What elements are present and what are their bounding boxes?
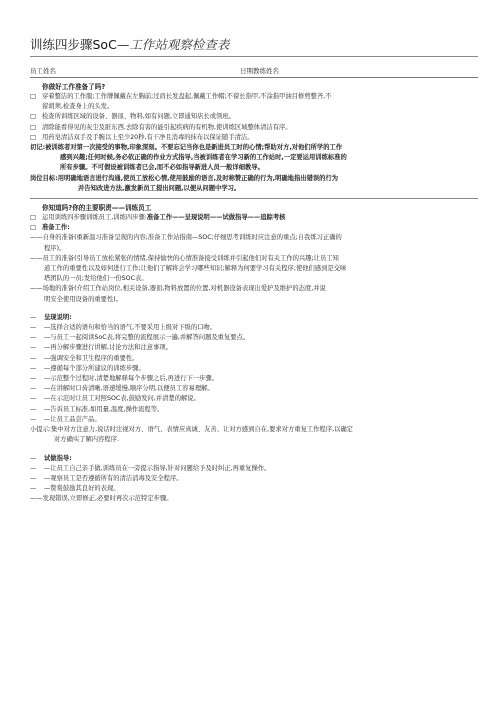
list-item: □ 运用训练四步骤训练员工,训练四步骤:准备工作——呈现说明——试做指导——追踪考核 — [30, 213, 478, 223]
list-item: — —告诉员工标准,如用量,温度,操作流程等。 — [30, 405, 164, 413]
list-item: ——发现错误,立即修正,必要时再次示范特定步骤。 — [30, 495, 173, 503]
list-item-continuation: 留胡须,检查身上的头发。 — [42, 103, 114, 111]
prep-staff-item: ——员工的准备(引导员工放松紧张的情绪,保持愉快的心情准备接受训练并引起他们对有关工作的兴趣;让员工知 — [30, 254, 339, 262]
checklist-page: 训练四步骤SoC—工作站观察检查表 员工姓名 日期教练姓名 你做好工作准备了吗? □ 穿着整洁的工作服;工作牌佩戴在左胸前;过肩长发盘起,佩戴工作帽;不留长指甲,不涂指甲油目修剪整齐,不 留胡须,检查身上的头发。 □ 检查所训练区域的设备、器皿、物料,如有问题,立即通知店长或领班。 □ 清除能看得见的灰尘及脏东西,去除有害的能引起疾病的有机物,使训练区域整体清洁有序。 □ 用药皂清洁双手及手腕以上至少20秒,有干净且消毒的抹布以保证随手清洁。 切记:被训练者对第一次接受的事物,印象深刻。不要忘记当你也是新进员工时的心情;帮助对方,对他们所学的工作 感到兴趣;任何时候,务必依正确的作业方式指导,当被训练者在学习新的工作站时,一定要运用训练标准的 所有步骤。不可假设被训练者已会,而不必如指导新进人员一般详细教导。 岗位目标:用明确地语言进行沟通,使员工放松心情,使用鼓励的语言,及时称赞正确的行为,明确地指出错误的行为 并告知改进方法,激发新员工提出问题,以便从问题中学习。 你知道吗?你的主要职责——训练员工 □ 运用训练四步骤训练员工,训练四步骤:准备工作——呈现说明——试做指导——追踪考核 □ 准备工作: ——自身的准备(重新温习准备呈现的内容;准备工作站指南—SOC;仔细思考训练时应注意的重点;自我练习正确的 程序)。 ——员工的准备(引导员工放松紧张的情绪,保持愉快的心情准备接受训练并引起他们对有关工作的兴趣;让员工知 道工作的重要性以及如何进行工作;让他们了解将会学习哪些知识;解释为何要学习有关程序;使他们感到是交味 塔团队的一员;发给他们一份SOC表。 ——场地的准备(介绍工作站岗位,相关设备,器皿,物料放置的位置,对机器设备表现出爱护及维护的态度,并说 明安全使用设备的重要性)。 — 呈现说明: — —选择合适的语句和恰当的语气,不要采用上级对下级的口吻。 — —与员工一起阅读SoC表,将完整的流程展示一遍,并解答问题及重复要点。 — —再分解步骤进行讲解,讨论方法和注意事项。 — —强调安全和卫生程序的重要性。 — —遵循每个部分所建议的训练步骤。 — —示范整个过程时,清楚地解释每个步骤之后,再进行下一步骤。 — —在讲解时口齿清晰,语速缓慢,顺序分明,以便员工容易理解。 — —在示范时让员工对照SOC表,鼓励发问,并清楚的解说。 — —告诉员工标准,如用量,温度,操作流程等。 — —让员工品尝产品。 小提示:集中对方注意力,说话时注视对方、语气、表情应真诚、友善、让对方感到自在,要求对方重复工作程序,以确定 对方确实了解内容程序. — 试做指导: — —让员工自己亲手做,训练员在一旁提示指导,针对问题给予及时纠正,再重复操作。 — —观察员工是否遵循所有的清洁消毒及安全程序。 — —赞赏鼓励其良好的表现。 ——发现错误,立即修正,必要时再次示范特定步骤。 — [30, 36, 478, 505]
list-item: — —强调安全和卫生程序的重要性。 — [30, 354, 139, 362]
section-presentation-heading: — 呈现说明: — [30, 313, 72, 321]
list-item: — —遵循每个部分所建议的训练步骤。 — [30, 364, 145, 372]
checkbox-marker: □ — [30, 224, 36, 232]
prep-site-item: ——场地的准备(介绍工作站岗位,相关设备,器皿,物料放置的位置,对机器设备表现出爱护及维护的态度,并说 — [30, 285, 326, 293]
list-item: — —在讲解时口齿清晰,语速缓慢,顺序分明,以便员工容易理解。 — [30, 385, 214, 393]
date-coach-label: 日期教练姓名 — [240, 67, 279, 75]
list-item: — —示范整个过程时,清楚地解释每个步骤之后,再进行下一步骤。 — [30, 375, 219, 383]
list-item: — —观察员工是否遵循所有的清洁消毒及安全程序。 — [30, 474, 183, 482]
list-item: — —再分解步骤进行讲解,讨论方法和注意事项。 — [30, 344, 172, 352]
title-subtitle: —工作站观察检查表 — [116, 37, 230, 52]
document-title — [30, 36, 478, 54]
checkbox-marker: □ — [30, 214, 36, 222]
list-item: — —让员工自己亲手做,训练员在一旁提示指导,针对问题给予及时纠正,再重复操作。 — [30, 464, 271, 472]
prep-self-item: ——自身的准备(重新温习准备呈现的内容;准备工作站指南—SOC;仔细思考训练时应注意的重点;自我练习正确的 — [30, 234, 342, 242]
section-duties-heading: 你知道吗?你的主要职责——训练员工 — [42, 204, 152, 213]
goal-label: 岗位目标: — [30, 174, 58, 182]
title-main: 训练四步骤SoC — [30, 37, 117, 52]
checkbox-marker: □ — [30, 113, 36, 121]
list-item: □ 检查所训练区域的设备、器皿、物料,如有问题,立即通知店长或领班。 — [30, 112, 478, 122]
tip-label: 切记: — [30, 144, 46, 152]
title-rule — [30, 56, 478, 57]
list-item: — —选择合适的语句和恰当的语气,不要采用上级对下级的口吻。 — [30, 324, 217, 332]
four-steps-emphasis: 准备工作——呈现说明——试做指导——追踪考核 — [146, 214, 286, 222]
list-item: — —赞赏鼓励其良好的表现。 — [30, 485, 120, 493]
list-item: □ 清除能看得见的灰尘及脏东西,去除有害的能引起疾病的有机物,使训练区域整体清洁有序。 — [30, 123, 478, 133]
employee-name-label: 员工姓名 — [30, 67, 56, 75]
section-trial-guidance-heading: — 试做指导: — [30, 454, 72, 462]
checkbox-marker: □ — [30, 93, 36, 100]
section-divider — [30, 198, 478, 199]
list-item: — —与员工一起阅读SoC表,将完整的流程展示一遍,并解答问题及重复要点。 — [30, 334, 250, 342]
checkbox-marker: □ — [30, 133, 36, 141]
goal-paragraph: 岗位目标:用明确地语言进行沟通,使员工放松心情,使用鼓励的语言,及时称赞正确的行为,明确地指出错误的行为 — [30, 174, 339, 182]
list-item: □ 穿着整洁的工作服;工作牌佩戴在左胸前;过肩长发盘起,佩戴工作帽;不留长指甲,不涂指甲油目修剪整齐,不 — [30, 92, 478, 102]
list-item: □ 用药皂清洁双手及手腕以上至少20秒,有干净且消毒的抹布以保证随手清洁。 — [30, 133, 478, 143]
tip-paragraph: 切记:被训练者对第一次接受的事物,印象深刻。不要忘记当你也是新进员工时的心情;帮助对方,对他们所学的工作 — [30, 144, 343, 152]
section-preparation-heading: 你做好工作准备了吗? — [42, 83, 106, 91]
checkbox-marker: □ — [30, 123, 36, 131]
hint-paragraph: 小提示:集中对方注意力,说话时注视对方、语气、表情应真诚、友善、让对方感到自在,要求对方重复工作程序,以确定 — [30, 426, 353, 434]
list-item: — —让员工品尝产品。 — [30, 415, 101, 423]
list-item: — —在示范时让员工对照SOC表,鼓励发问,并清楚的解说。 — [30, 395, 200, 403]
form-fields-row — [30, 65, 478, 78]
list-item: □ 准备工作: — [30, 223, 478, 233]
